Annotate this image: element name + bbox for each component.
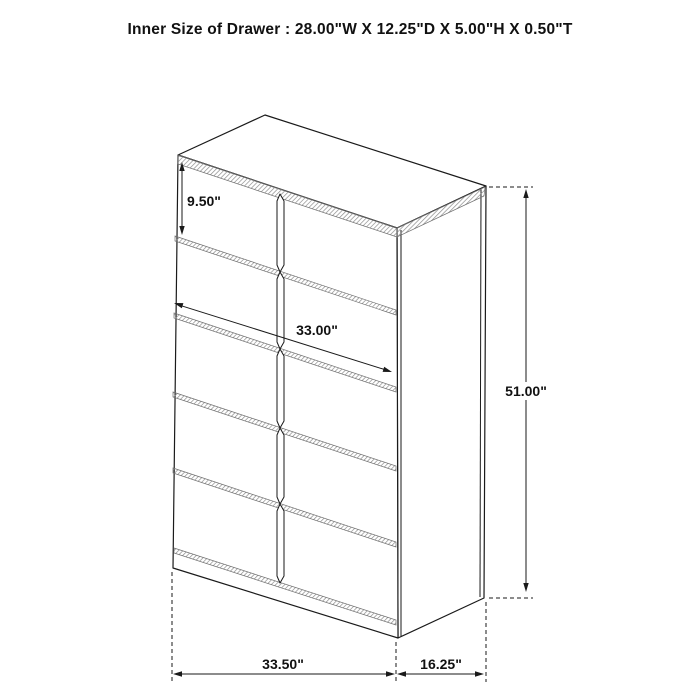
pull-strip-drawer-1 [277,194,284,272]
pull-strip-drawer-3 [277,349,284,428]
label-overall-depth: 16.25" [420,656,462,672]
page-title: Inner Size of Drawer : 28.00"W X 12.25"D X 5.00"H X 0.50"T [127,21,573,38]
label-top-drawer-height: 9.50" [187,193,221,209]
label-overall-width: 33.50" [262,656,304,672]
center-pull-strip [277,194,284,583]
label-overall-height: 51.00" [505,383,547,399]
pull-strip-drawer-5 [277,504,284,583]
chest-side-face [397,186,486,638]
chest-front-face [173,155,398,638]
pull-strip-drawer-4 [277,428,284,504]
dimension-overall-height [489,187,552,598]
label-front-width: 33.00" [296,322,338,338]
